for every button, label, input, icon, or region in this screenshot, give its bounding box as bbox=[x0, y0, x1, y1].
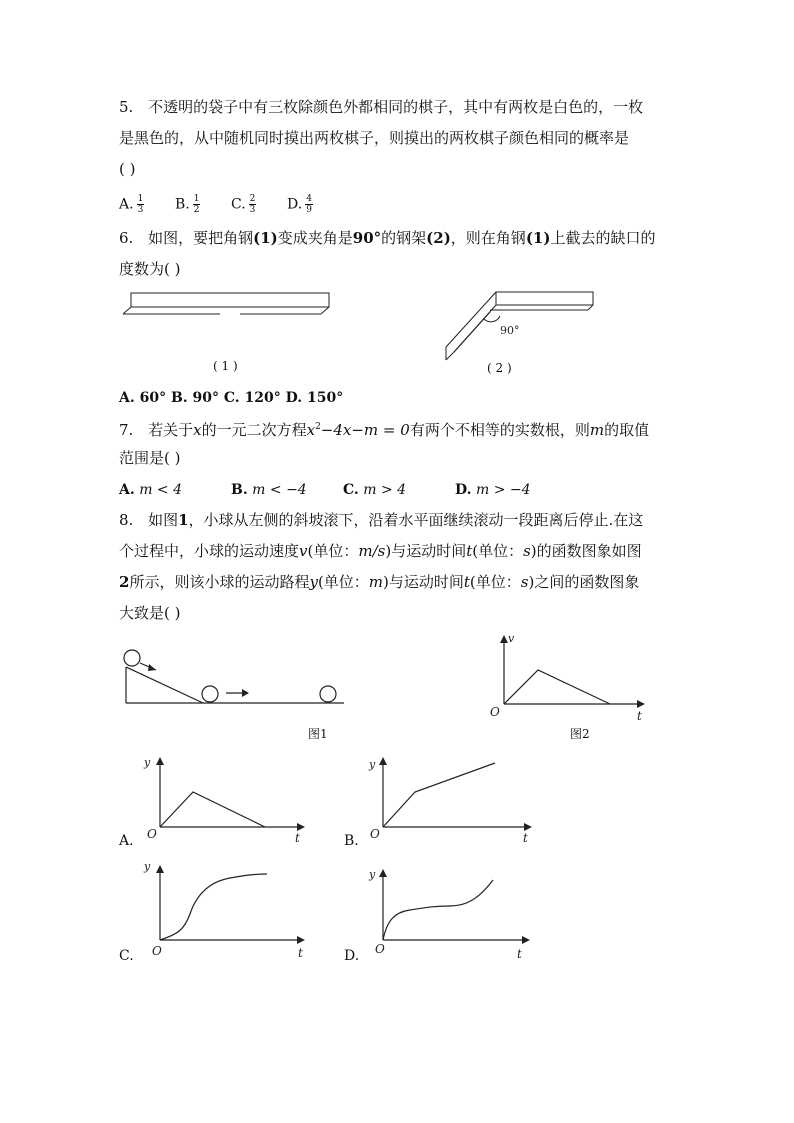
t-arrow bbox=[297, 823, 305, 831]
graph-option-a bbox=[140, 752, 315, 847]
t-arrow bbox=[524, 823, 532, 831]
ball-end bbox=[320, 686, 336, 702]
q8-line4: 大致是( ) bbox=[119, 604, 181, 622]
q5-option-b bbox=[175, 194, 200, 215]
fig2-caption-q8: 图2 bbox=[570, 727, 590, 741]
q5-blank: ( ) bbox=[119, 160, 136, 178]
q5-text1: 不透明的袋子中有三枚除颜色外都相同的棋子，其中有两枚是白色的，一枚 bbox=[148, 98, 644, 116]
t-arrow bbox=[637, 700, 645, 708]
angle-label: 90° bbox=[500, 324, 520, 337]
velocity-time-graph bbox=[480, 630, 655, 725]
angle-steel-figure-1 bbox=[120, 290, 335, 320]
q8-option-d-label: D. bbox=[344, 948, 360, 964]
frame-top-face bbox=[496, 292, 593, 305]
q5-option-c bbox=[231, 194, 256, 215]
fraction: $\frac{1}{2}$ bbox=[193, 194, 200, 215]
q7-line1: 7. 若关于x的一元二次方程$x^2-4x-m = 0$有两个不相等的实数根，则m的取值 bbox=[119, 421, 650, 439]
option-label: C. bbox=[231, 196, 246, 213]
ball-middle bbox=[202, 686, 218, 702]
t-label: t bbox=[637, 709, 642, 723]
origin-label: O bbox=[147, 827, 157, 841]
fig2-caption: ( 2 ) bbox=[487, 361, 512, 375]
q8-line2: 个过程中，小球的运动速度v(单位：m/s)与运动时间t(单位：s)的函数图象如图 bbox=[119, 542, 642, 560]
slope-figure bbox=[118, 645, 348, 710]
fraction: $\frac{4}{9}$ bbox=[306, 194, 312, 215]
y-label: y bbox=[369, 758, 376, 771]
q8-option-a-label: A. bbox=[119, 833, 134, 849]
y-arrow bbox=[379, 869, 387, 877]
q7-option-c: C. m > 4 bbox=[343, 482, 407, 498]
steel-left-edge bbox=[123, 307, 131, 314]
frame-end-cap bbox=[446, 352, 454, 360]
fraction: $\frac{1}{3}$ bbox=[137, 194, 144, 215]
frame-right-edge bbox=[588, 305, 593, 310]
q7-option-a: A. m < 4 bbox=[119, 482, 183, 498]
option-d-curve bbox=[383, 880, 493, 940]
t-label: t bbox=[517, 947, 522, 961]
q5-line2: 是黑色的，从中随机同时摸出两枚棋子，则摸出的两枚棋子颜色相同的概率是 bbox=[119, 129, 630, 147]
steel-top-face bbox=[131, 293, 329, 307]
q8-line3: 2所示，则该小球的运动路程y(单位：m)与运动时间t(单位：s)之间的函数图象 bbox=[119, 573, 640, 591]
velocity-curve bbox=[504, 670, 610, 704]
q5-line1 bbox=[119, 97, 643, 117]
origin-label: O bbox=[370, 827, 380, 841]
origin-label: O bbox=[490, 705, 500, 719]
q7-number: 7. bbox=[119, 421, 134, 439]
graph-option-b bbox=[365, 752, 540, 847]
steel-right-edge bbox=[321, 307, 329, 314]
q5-option-d bbox=[287, 194, 313, 215]
q7-line2: 范围是( ) bbox=[119, 449, 181, 467]
fig1-caption: ( 1 ) bbox=[213, 359, 238, 373]
option-a-curve bbox=[160, 792, 265, 827]
t-label: t bbox=[298, 946, 303, 960]
v-label: v bbox=[508, 632, 515, 645]
option-label: B. bbox=[175, 196, 190, 213]
fig1-caption-q8: 图1 bbox=[308, 727, 328, 741]
y-label: y bbox=[369, 868, 376, 881]
option-label: A. bbox=[119, 196, 134, 213]
y-label: y bbox=[144, 860, 151, 873]
y-label: y bbox=[144, 756, 151, 769]
y-arrow bbox=[156, 865, 164, 873]
q7-option-b: B. m < −4 bbox=[231, 482, 307, 498]
frame-diag-outer bbox=[446, 292, 496, 347]
y-arrow bbox=[379, 757, 387, 765]
t-arrow bbox=[297, 936, 305, 944]
q8-number: 8. bbox=[119, 511, 134, 529]
steel-frame-figure-2 bbox=[440, 290, 600, 365]
q7-option-d: D. m > −4 bbox=[455, 482, 531, 498]
y-arrow bbox=[156, 757, 164, 765]
q5-option-a bbox=[119, 194, 144, 215]
v-arrow bbox=[500, 635, 508, 643]
t-label: t bbox=[295, 831, 300, 845]
angle-arc bbox=[484, 316, 500, 322]
arrowhead-ground bbox=[242, 689, 249, 697]
ball-top bbox=[124, 650, 140, 666]
fraction: $\frac{2}{3}$ bbox=[249, 194, 256, 215]
q8-option-c-label: C. bbox=[119, 948, 134, 964]
slope-incline bbox=[126, 667, 203, 703]
t-label: t bbox=[523, 831, 528, 845]
arrowhead-slope bbox=[148, 664, 156, 671]
q6-line1: 6. 如图，要把角钢(1)变成夹角是90°的钢架(2)，则在角钢(1)上截去的缺口的 bbox=[119, 229, 656, 247]
option-c-curve bbox=[160, 874, 267, 940]
option-b-curve bbox=[383, 763, 495, 827]
q5-number: 5. bbox=[119, 98, 134, 116]
option-label: D. bbox=[287, 196, 303, 213]
q6-options: A. 60° B. 90° C. 120° D. 150° bbox=[119, 390, 344, 406]
origin-label: O bbox=[152, 944, 162, 958]
q8-option-b-label: B. bbox=[344, 833, 359, 849]
origin-label: O bbox=[375, 942, 385, 956]
graph-option-c bbox=[140, 860, 315, 960]
graph-option-d bbox=[365, 860, 540, 960]
t-arrow bbox=[522, 936, 530, 944]
q6-number: 6. bbox=[119, 229, 134, 247]
q8-line1: 8. 如图1，小球从左侧的斜坡滚下，沿着水平面继续滚动一段距离后停止.在这 bbox=[119, 511, 644, 529]
q6-line2: 度数为( ) bbox=[119, 260, 181, 278]
